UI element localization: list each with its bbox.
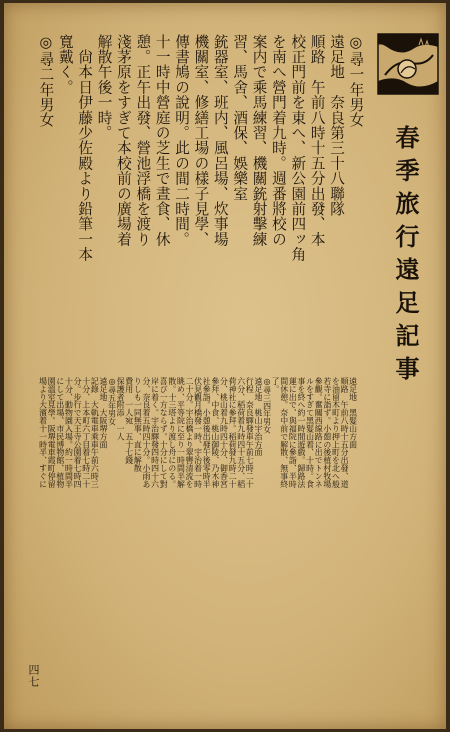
text-column: 喜び一方ならず。十分にして對 <box>159 377 169 488</box>
text-column: 十分、動物園入場。約一時間半 <box>64 377 74 488</box>
text-column: 岸に着く。宇治驛發四時四十六 <box>150 377 160 488</box>
page-number: 四七 <box>27 664 40 688</box>
text-column: 尙本日伊藤少佐殿より鉛筆一本 <box>76 34 94 262</box>
text-column: 十分、上本町六丁目着七時二十 <box>81 377 91 488</box>
text-column: 遠足地 黑髮山方面 <box>348 377 358 449</box>
text-column: 了。 <box>271 377 281 393</box>
spring-excursion-vignette <box>377 33 439 95</box>
text-column: 分、奈良着五時四十分。小雨あ <box>141 377 151 488</box>
text-column: 社參詣。小憩後出發午後零時半 <box>202 377 212 488</box>
text-column: 事を終へ約一時間遊戲。歸路法 <box>296 377 306 488</box>
text-column: 十一時中營庭の芝生で晝食、休 <box>153 34 171 247</box>
text-column: ルをすぎて黑髮山着、十時。食 <box>305 377 315 488</box>
text-column: 眺め、平等院に至り一時間半解 <box>176 377 186 488</box>
text-column: にして出場、市民博物館、植物 <box>55 377 65 488</box>
text-column: ◎尋五年男女 <box>107 377 117 426</box>
text-column: 荷神社に參拜。稻荷發九時二十 <box>228 377 238 488</box>
text-column: 分、桃山着九時四十分、御香宮 <box>219 377 229 488</box>
book-page <box>4 3 446 729</box>
text-column: ◎尋二年男女 <box>37 34 55 128</box>
text-column: 解散午後一時。 <box>95 34 113 141</box>
text-column: 憩。正午出發、營池浮橋を渡り <box>134 34 152 247</box>
text-column: 分。步行で天王寺公園着七時四 <box>73 377 83 488</box>
text-column: 六分、稻荷着九時四十五分、稻 <box>236 377 246 488</box>
text-column: 校正門前を東へ、新公園前四ッ角 <box>289 34 307 262</box>
text-column: 保護者附添 一人 <box>116 377 126 441</box>
text-column: 蓮に出で、與福院に參詣、半時 <box>288 377 298 488</box>
text-column: 順路 午前八時十五分出發、道 <box>340 377 350 488</box>
text-column: 淺茅原をすぎて本校前の廣場着 <box>114 34 132 247</box>
text-column: 參觀。奮關西線路に出でトンネ <box>314 377 324 488</box>
text-column: を油留木町より押上町を北へ般 <box>331 377 341 488</box>
text-column: 園溫室見學。阪堺電車霞町停留 <box>47 377 57 488</box>
text-column: りしも一同無事、直に解散 <box>133 377 143 473</box>
text-column: 遠足地 大阪堺方面 <box>98 377 108 449</box>
text-column: 伏見觀月橋發一時、宇治着一時 <box>193 377 203 488</box>
text-column: ◎尋一年男女 <box>347 34 365 128</box>
text-column: 二十分。宇治橋より翠轡清流を <box>185 377 195 488</box>
text-column: 案内で乘馬練習、機關銃射擊練 <box>250 34 268 247</box>
article-title: 春季旅行遠足記事 <box>391 125 420 389</box>
text-column: 習、馬舍、酒保、娛樂室 <box>231 34 249 202</box>
text-column: 間休憩。奈中前で解散、無事終 <box>279 377 289 488</box>
text-column: 寬戴く。 <box>56 34 74 95</box>
text-column: 場より大濱着十一時半、すぐに <box>38 377 48 488</box>
text-column: 機關室、修繕工場の樣子見學、 <box>192 34 210 247</box>
text-column: 順路 午前八時十五分出發、本 <box>308 34 326 247</box>
text-column: 傳書鳩の說明。此の間二時間。 <box>173 34 191 247</box>
text-column: 參拜、中食、桃山御陵、乃木神 <box>210 377 220 488</box>
text-column: を南へ營門着九時。週番將校の <box>269 34 287 247</box>
text-column: ◎尋三四年男女 <box>262 377 272 434</box>
text-column: 費用 一人宛 五十七錢 <box>124 377 134 465</box>
text-column: 遠足地 奈良第三十八聯隊 <box>328 34 346 217</box>
text-column: 遠足地 桃山宇治方面 <box>253 377 263 457</box>
text-column: 行程 奈良驛發車午前七時二十 <box>245 377 255 488</box>
text-column: 散。十三塔より渡し舟にのる。 <box>167 377 177 488</box>
text-column: 銃器室、班内、風呂場、炊事場 <box>211 34 229 247</box>
text-column: 若寺に詣ず。小憩の後植村牧場 <box>322 377 332 488</box>
text-column: 記錄 大軌電車乘車午前六時三 <box>90 377 100 488</box>
